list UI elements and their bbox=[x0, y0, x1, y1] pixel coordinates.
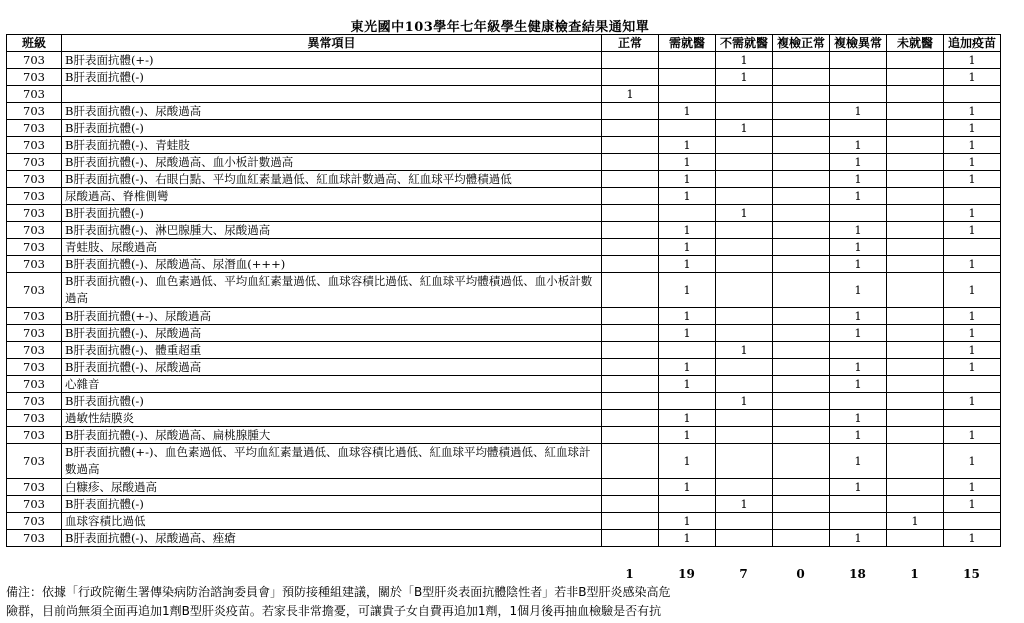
total-no-need-doctor: 7 bbox=[739, 567, 748, 581]
noneed-cell bbox=[716, 239, 773, 256]
abnormal-items-cell: B肝表面抗體(-)、尿酸過高、尿潛血(+++) bbox=[62, 256, 602, 273]
need-cell bbox=[659, 393, 716, 410]
rabn-cell: 1 bbox=[830, 154, 887, 171]
need-cell bbox=[659, 205, 716, 222]
abnormal-items-cell: B肝表面抗體(+-) bbox=[62, 52, 602, 69]
rnorm-cell bbox=[773, 86, 830, 103]
noneed-cell: 1 bbox=[716, 120, 773, 137]
abnormal-items-cell: B肝表面抗體(-)、體重超重 bbox=[62, 342, 602, 359]
rnorm-cell bbox=[773, 103, 830, 120]
vac-cell: 1 bbox=[944, 154, 1001, 171]
rnorm-cell bbox=[773, 188, 830, 205]
rnorm-cell bbox=[773, 154, 830, 171]
need-cell: 1 bbox=[659, 103, 716, 120]
rabn-cell: 1 bbox=[830, 530, 887, 547]
need-cell: 1 bbox=[659, 444, 716, 479]
abnormal-items-cell: 心雜音 bbox=[62, 376, 602, 393]
abnormal-items-cell: B肝表面抗體(-)、尿酸過高、血小板計數過高 bbox=[62, 154, 602, 171]
nov-cell bbox=[887, 325, 944, 342]
normal-cell bbox=[602, 444, 659, 479]
table-row bbox=[7, 308, 1001, 325]
abnormal-items-cell: B肝表面抗體(-) bbox=[62, 496, 602, 513]
table-row bbox=[7, 342, 1001, 359]
abnormal-items-cell: B肝表面抗體(-)、血色素過低、平均血紅素量過低、血球容積比過低、紅血球平均體積過低、血小板計數過高 bbox=[62, 273, 602, 308]
class-cell: 703 bbox=[7, 359, 62, 376]
table-row bbox=[7, 222, 1001, 239]
table-row bbox=[7, 479, 1001, 496]
vac-cell: 1 bbox=[944, 427, 1001, 444]
table-row bbox=[7, 496, 1001, 513]
need-cell: 1 bbox=[659, 256, 716, 273]
normal-cell bbox=[602, 188, 659, 205]
vac-cell: 1 bbox=[944, 205, 1001, 222]
rabn-cell bbox=[830, 52, 887, 69]
table-row bbox=[7, 52, 1001, 69]
table-row bbox=[7, 273, 1001, 308]
rabn-cell bbox=[830, 393, 887, 410]
class-cell: 703 bbox=[7, 410, 62, 427]
class-cell: 703 bbox=[7, 120, 62, 137]
rnorm-cell bbox=[773, 137, 830, 154]
rnorm-cell bbox=[773, 52, 830, 69]
noneed-cell bbox=[716, 427, 773, 444]
rabn-cell: 1 bbox=[830, 188, 887, 205]
noneed-cell bbox=[716, 308, 773, 325]
need-cell: 1 bbox=[659, 530, 716, 547]
header-class: 班級 bbox=[7, 35, 62, 52]
abnormal-items-cell: B肝表面抗體(-)、尿酸過高 bbox=[62, 359, 602, 376]
normal-cell bbox=[602, 342, 659, 359]
vac-cell: 1 bbox=[944, 137, 1001, 154]
class-cell: 703 bbox=[7, 308, 62, 325]
rabn-cell: 1 bbox=[830, 222, 887, 239]
rnorm-cell bbox=[773, 530, 830, 547]
rabn-cell: 1 bbox=[830, 325, 887, 342]
table-row bbox=[7, 427, 1001, 444]
footnote-line-2: 險群，目前尚無須全面再追加1劑B型肝炎疫苗。若家長非常擔憂，可讓貴子女自費再追加1劑，1個月後再抽血檢驗是否有抗 bbox=[6, 604, 662, 618]
vac-cell: 1 bbox=[944, 325, 1001, 342]
abnormal-items-cell: B肝表面抗體(-)、尿酸過高 bbox=[62, 325, 602, 342]
class-cell: 703 bbox=[7, 69, 62, 86]
vac-cell: 1 bbox=[944, 308, 1001, 325]
need-cell: 1 bbox=[659, 273, 716, 308]
total-recheck-abnormal: 18 bbox=[849, 567, 866, 581]
class-cell: 703 bbox=[7, 171, 62, 188]
rnorm-cell bbox=[773, 513, 830, 530]
table-row bbox=[7, 513, 1001, 530]
total-need-doctor: 19 bbox=[678, 567, 695, 581]
class-cell: 703 bbox=[7, 376, 62, 393]
rabn-cell bbox=[830, 342, 887, 359]
vac-cell: 1 bbox=[944, 69, 1001, 86]
rnorm-cell bbox=[773, 171, 830, 188]
normal-cell bbox=[602, 410, 659, 427]
total-recheck-normal: 0 bbox=[796, 567, 805, 581]
class-cell: 703 bbox=[7, 393, 62, 410]
rnorm-cell bbox=[773, 342, 830, 359]
noneed-cell bbox=[716, 530, 773, 547]
class-cell: 703 bbox=[7, 342, 62, 359]
abnormal-items-cell: B肝表面抗體(-)、淋巴腺腫大、尿酸過高 bbox=[62, 222, 602, 239]
table-row bbox=[7, 410, 1001, 427]
normal-cell bbox=[602, 69, 659, 86]
nov-cell bbox=[887, 222, 944, 239]
need-cell: 1 bbox=[659, 239, 716, 256]
class-cell: 703 bbox=[7, 188, 62, 205]
class-cell: 703 bbox=[7, 513, 62, 530]
noneed-cell bbox=[716, 86, 773, 103]
table-row bbox=[7, 120, 1001, 137]
vac-cell: 1 bbox=[944, 359, 1001, 376]
rnorm-cell bbox=[773, 256, 830, 273]
abnormal-items-cell: 過敏性結膜炎 bbox=[62, 410, 602, 427]
nov-cell bbox=[887, 137, 944, 154]
nov-cell bbox=[887, 86, 944, 103]
abnormal-items-cell: B肝表面抗體(-)、青蛙肢 bbox=[62, 137, 602, 154]
need-cell: 1 bbox=[659, 171, 716, 188]
noneed-cell bbox=[716, 171, 773, 188]
nov-cell bbox=[887, 393, 944, 410]
header-abnormal-items: 異常項目 bbox=[62, 35, 602, 52]
normal-cell bbox=[602, 154, 659, 171]
normal-cell: 1 bbox=[602, 86, 659, 103]
vac-cell: 1 bbox=[944, 393, 1001, 410]
vac-cell: 1 bbox=[944, 103, 1001, 120]
vac-cell: 1 bbox=[944, 171, 1001, 188]
rabn-cell bbox=[830, 86, 887, 103]
need-cell: 1 bbox=[659, 325, 716, 342]
rabn-cell bbox=[830, 120, 887, 137]
rabn-cell bbox=[830, 69, 887, 86]
vac-cell bbox=[944, 513, 1001, 530]
total-extra-vaccine: 15 bbox=[963, 567, 980, 581]
normal-cell bbox=[602, 496, 659, 513]
need-cell: 1 bbox=[659, 513, 716, 530]
table-row bbox=[7, 205, 1001, 222]
need-cell: 1 bbox=[659, 410, 716, 427]
noneed-cell: 1 bbox=[716, 496, 773, 513]
table-row bbox=[7, 325, 1001, 342]
header-extra-vaccine: 追加疫苗 bbox=[944, 35, 1001, 52]
normal-cell bbox=[602, 308, 659, 325]
normal-cell bbox=[602, 427, 659, 444]
noneed-cell bbox=[716, 103, 773, 120]
totals-row bbox=[6, 566, 1000, 582]
class-cell: 703 bbox=[7, 496, 62, 513]
class-cell: 703 bbox=[7, 427, 62, 444]
rabn-cell: 1 bbox=[830, 103, 887, 120]
normal-cell bbox=[602, 513, 659, 530]
abnormal-items-cell: 尿酸過高、脊椎側彎 bbox=[62, 188, 602, 205]
rabn-cell: 1 bbox=[830, 273, 887, 308]
vac-cell bbox=[944, 188, 1001, 205]
table-row bbox=[7, 137, 1001, 154]
class-cell: 703 bbox=[7, 239, 62, 256]
header-need-doctor: 需就醫 bbox=[659, 35, 716, 52]
footnote bbox=[6, 583, 796, 621]
nov-cell bbox=[887, 120, 944, 137]
nov-cell bbox=[887, 103, 944, 120]
need-cell: 1 bbox=[659, 137, 716, 154]
abnormal-items-cell: B肝表面抗體(+-)、血色素過低、平均血紅素量過低、血球容積比過低、紅血球平均體積過低、紅血球計數過高 bbox=[62, 444, 602, 479]
need-cell: 1 bbox=[659, 154, 716, 171]
abnormal-items-cell: B肝表面抗體(-) bbox=[62, 120, 602, 137]
rabn-cell: 1 bbox=[830, 376, 887, 393]
vac-cell: 1 bbox=[944, 496, 1001, 513]
nov-cell bbox=[887, 376, 944, 393]
need-cell: 1 bbox=[659, 308, 716, 325]
noneed-cell bbox=[716, 376, 773, 393]
class-cell: 703 bbox=[7, 325, 62, 342]
abnormal-items-cell bbox=[62, 86, 602, 103]
nov-cell bbox=[887, 530, 944, 547]
class-cell: 703 bbox=[7, 273, 62, 308]
table-body bbox=[7, 52, 1001, 547]
abnormal-items-cell: B肝表面抗體(-)、尿酸過高、痤瘡 bbox=[62, 530, 602, 547]
abnormal-items-cell: B肝表面抗體(-) bbox=[62, 393, 602, 410]
normal-cell bbox=[602, 479, 659, 496]
table-row bbox=[7, 69, 1001, 86]
abnormal-items-cell: B肝表面抗體(-) bbox=[62, 69, 602, 86]
header-row bbox=[7, 35, 1001, 52]
abnormal-items-cell: B肝表面抗體(-) bbox=[62, 205, 602, 222]
rabn-cell: 1 bbox=[830, 308, 887, 325]
class-cell: 703 bbox=[7, 444, 62, 479]
normal-cell bbox=[602, 273, 659, 308]
class-cell: 703 bbox=[7, 86, 62, 103]
rabn-cell: 1 bbox=[830, 427, 887, 444]
total-normal: 1 bbox=[625, 567, 634, 581]
class-cell: 703 bbox=[7, 530, 62, 547]
normal-cell bbox=[602, 205, 659, 222]
class-cell: 703 bbox=[7, 137, 62, 154]
header-not-seen-doctor: 未就醫 bbox=[887, 35, 944, 52]
rnorm-cell bbox=[773, 308, 830, 325]
noneed-cell bbox=[716, 359, 773, 376]
normal-cell bbox=[602, 325, 659, 342]
need-cell: 1 bbox=[659, 359, 716, 376]
noneed-cell: 1 bbox=[716, 393, 773, 410]
abnormal-items-cell: 青蛙肢、尿酸過高 bbox=[62, 239, 602, 256]
class-cell: 703 bbox=[7, 256, 62, 273]
normal-cell bbox=[602, 359, 659, 376]
need-cell: 1 bbox=[659, 222, 716, 239]
vac-cell bbox=[944, 376, 1001, 393]
normal-cell bbox=[602, 137, 659, 154]
nov-cell bbox=[887, 154, 944, 171]
normal-cell bbox=[602, 256, 659, 273]
normal-cell bbox=[602, 222, 659, 239]
nov-cell bbox=[887, 52, 944, 69]
need-cell: 1 bbox=[659, 188, 716, 205]
table-row bbox=[7, 103, 1001, 120]
class-cell: 703 bbox=[7, 103, 62, 120]
rabn-cell: 1 bbox=[830, 137, 887, 154]
nov-cell bbox=[887, 496, 944, 513]
rnorm-cell bbox=[773, 359, 830, 376]
need-cell: 1 bbox=[659, 376, 716, 393]
rnorm-cell bbox=[773, 410, 830, 427]
rnorm-cell bbox=[773, 427, 830, 444]
normal-cell bbox=[602, 120, 659, 137]
noneed-cell bbox=[716, 444, 773, 479]
rnorm-cell bbox=[773, 239, 830, 256]
noneed-cell: 1 bbox=[716, 342, 773, 359]
need-cell bbox=[659, 86, 716, 103]
rabn-cell bbox=[830, 205, 887, 222]
noneed-cell bbox=[716, 479, 773, 496]
normal-cell bbox=[602, 239, 659, 256]
table-row bbox=[7, 256, 1001, 273]
class-cell: 703 bbox=[7, 205, 62, 222]
noneed-cell: 1 bbox=[716, 205, 773, 222]
rabn-cell: 1 bbox=[830, 256, 887, 273]
class-cell: 703 bbox=[7, 154, 62, 171]
rabn-cell: 1 bbox=[830, 239, 887, 256]
normal-cell bbox=[602, 530, 659, 547]
noneed-cell bbox=[716, 154, 773, 171]
noneed-cell bbox=[716, 513, 773, 530]
rnorm-cell bbox=[773, 222, 830, 239]
rnorm-cell bbox=[773, 273, 830, 308]
table-row bbox=[7, 359, 1001, 376]
noneed-cell bbox=[716, 273, 773, 308]
noneed-cell bbox=[716, 256, 773, 273]
nov-cell bbox=[887, 410, 944, 427]
noneed-cell bbox=[716, 188, 773, 205]
normal-cell bbox=[602, 171, 659, 188]
vac-cell: 1 bbox=[944, 52, 1001, 69]
table-row bbox=[7, 171, 1001, 188]
noneed-cell bbox=[716, 325, 773, 342]
class-cell: 703 bbox=[7, 222, 62, 239]
rnorm-cell bbox=[773, 205, 830, 222]
normal-cell bbox=[602, 376, 659, 393]
nov-cell bbox=[887, 188, 944, 205]
need-cell bbox=[659, 342, 716, 359]
nov-cell bbox=[887, 69, 944, 86]
normal-cell bbox=[602, 393, 659, 410]
footnote-line-1: 備注：依據「行政院衛生署傳染病防治諮詢委員會」預防接種組建議，關於「B型肝炎表面抗體陰性者」若非B型肝炎感染高危 bbox=[6, 585, 671, 599]
nov-cell bbox=[887, 444, 944, 479]
nov-cell bbox=[887, 427, 944, 444]
rnorm-cell bbox=[773, 325, 830, 342]
need-cell bbox=[659, 120, 716, 137]
table-row bbox=[7, 530, 1001, 547]
rnorm-cell bbox=[773, 393, 830, 410]
table-row bbox=[7, 86, 1001, 103]
vac-cell: 1 bbox=[944, 273, 1001, 308]
rnorm-cell bbox=[773, 496, 830, 513]
abnormal-items-cell: B肝表面抗體(-)、尿酸過高、扁桃腺腫大 bbox=[62, 427, 602, 444]
header-normal: 正常 bbox=[602, 35, 659, 52]
noneed-cell bbox=[716, 410, 773, 427]
rabn-cell bbox=[830, 496, 887, 513]
vac-cell: 1 bbox=[944, 120, 1001, 137]
need-cell: 1 bbox=[659, 427, 716, 444]
health-check-table bbox=[6, 34, 1001, 547]
header-no-need-doctor: 不需就醫 bbox=[716, 35, 773, 52]
normal-cell bbox=[602, 52, 659, 69]
rnorm-cell bbox=[773, 376, 830, 393]
nov-cell bbox=[887, 479, 944, 496]
nov-cell bbox=[887, 256, 944, 273]
nov-cell bbox=[887, 359, 944, 376]
need-cell bbox=[659, 52, 716, 69]
vac-cell: 1 bbox=[944, 444, 1001, 479]
abnormal-items-cell: 白糠疹、尿酸過高 bbox=[62, 479, 602, 496]
need-cell bbox=[659, 496, 716, 513]
table-row bbox=[7, 239, 1001, 256]
nov-cell bbox=[887, 308, 944, 325]
table-row bbox=[7, 154, 1001, 171]
vac-cell bbox=[944, 410, 1001, 427]
rabn-cell: 1 bbox=[830, 359, 887, 376]
table-row bbox=[7, 393, 1001, 410]
vac-cell: 1 bbox=[944, 530, 1001, 547]
table-row bbox=[7, 376, 1001, 393]
rabn-cell bbox=[830, 513, 887, 530]
table-row bbox=[7, 188, 1001, 205]
rabn-cell: 1 bbox=[830, 410, 887, 427]
rnorm-cell bbox=[773, 120, 830, 137]
abnormal-items-cell: B肝表面抗體(+-)、尿酸過高 bbox=[62, 308, 602, 325]
rnorm-cell bbox=[773, 479, 830, 496]
rnorm-cell bbox=[773, 69, 830, 86]
abnormal-items-cell: B肝表面抗體(-)、右眼白點、平均血紅素量過低、紅血球計數過高、紅血球平均體積過低 bbox=[62, 171, 602, 188]
vac-cell: 1 bbox=[944, 256, 1001, 273]
vac-cell bbox=[944, 86, 1001, 103]
vac-cell: 1 bbox=[944, 342, 1001, 359]
rnorm-cell bbox=[773, 444, 830, 479]
table-row bbox=[7, 444, 1001, 479]
nov-cell bbox=[887, 171, 944, 188]
abnormal-items-cell: 血球容積比過低 bbox=[62, 513, 602, 530]
need-cell: 1 bbox=[659, 479, 716, 496]
rabn-cell: 1 bbox=[830, 479, 887, 496]
report-title: 東光國中103學年七年級學生健康檢查結果通知單 bbox=[350, 20, 650, 35]
vac-cell: 1 bbox=[944, 222, 1001, 239]
noneed-cell bbox=[716, 137, 773, 154]
header-recheck-abnormal: 複檢異常 bbox=[830, 35, 887, 52]
class-cell: 703 bbox=[7, 479, 62, 496]
vac-cell: 1 bbox=[944, 479, 1001, 496]
abnormal-items-cell: B肝表面抗體(-)、尿酸過高 bbox=[62, 103, 602, 120]
normal-cell bbox=[602, 103, 659, 120]
need-cell bbox=[659, 69, 716, 86]
class-cell: 703 bbox=[7, 52, 62, 69]
rabn-cell: 1 bbox=[830, 444, 887, 479]
nov-cell: 1 bbox=[887, 513, 944, 530]
vac-cell bbox=[944, 239, 1001, 256]
header-recheck-normal: 複檢正常 bbox=[773, 35, 830, 52]
nov-cell bbox=[887, 239, 944, 256]
noneed-cell: 1 bbox=[716, 52, 773, 69]
rabn-cell: 1 bbox=[830, 171, 887, 188]
nov-cell bbox=[887, 205, 944, 222]
total-not-seen-doctor: 1 bbox=[910, 567, 919, 581]
nov-cell bbox=[887, 273, 944, 308]
noneed-cell bbox=[716, 222, 773, 239]
noneed-cell: 1 bbox=[716, 69, 773, 86]
nov-cell bbox=[887, 342, 944, 359]
